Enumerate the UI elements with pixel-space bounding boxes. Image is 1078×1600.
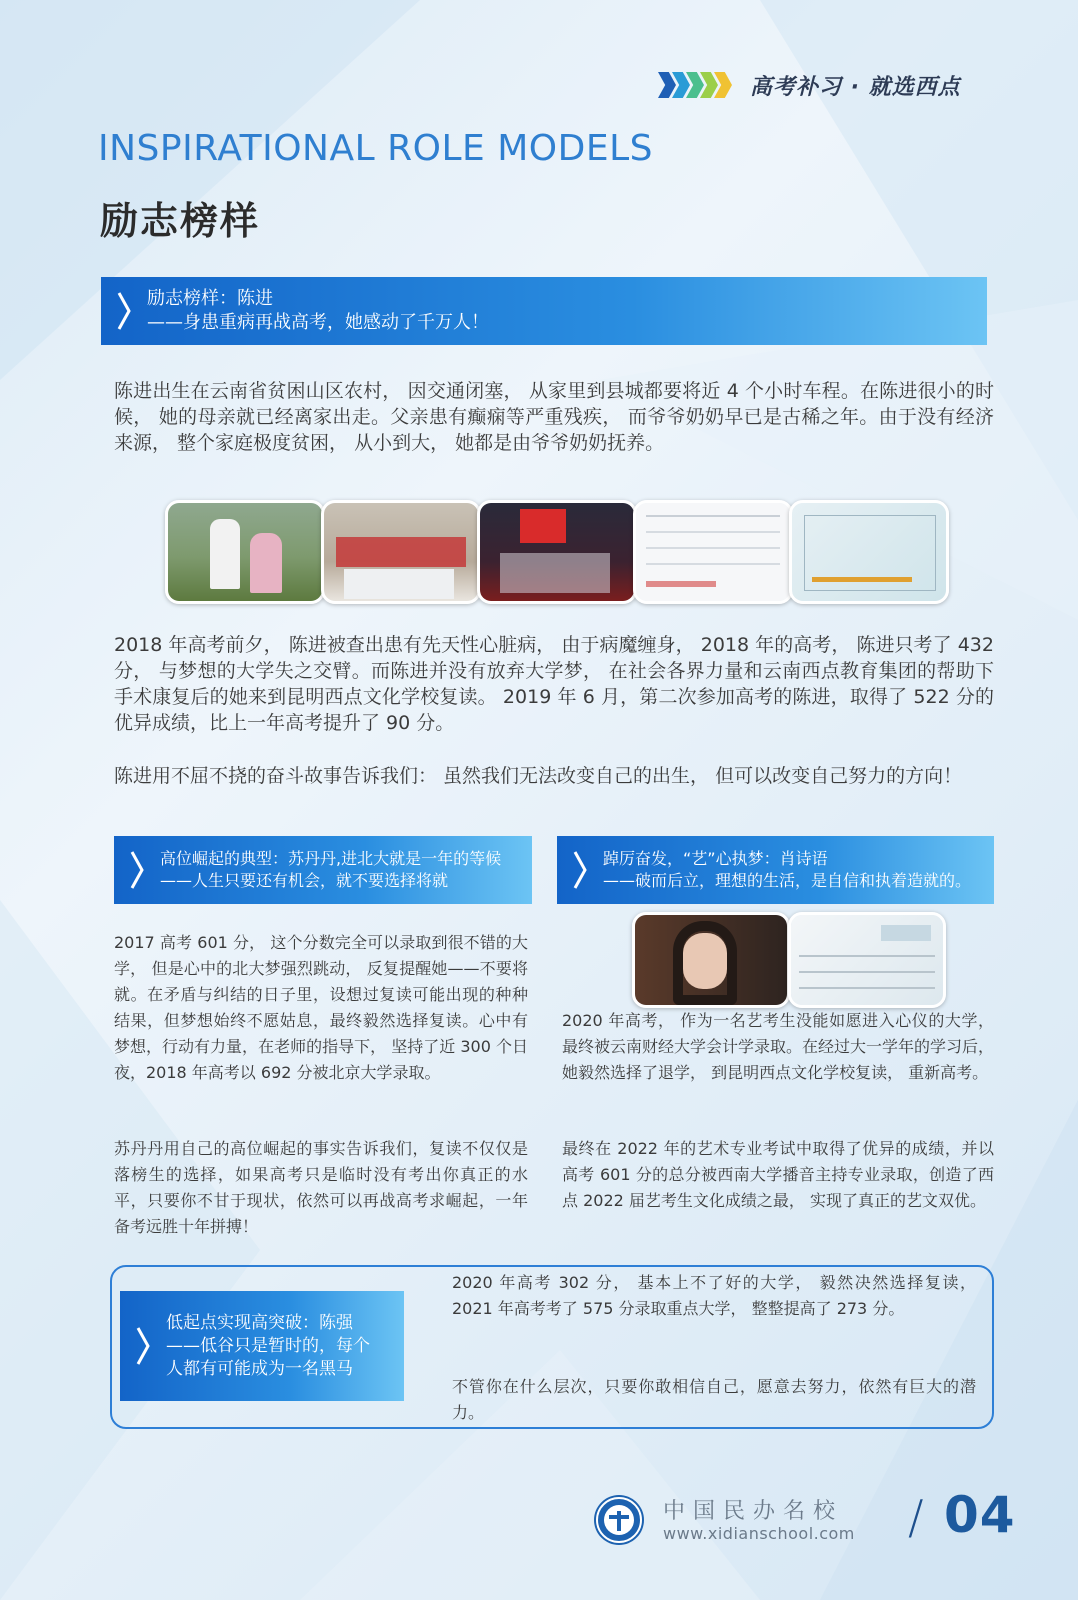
section-banner-xiaoshiyu <box>557 836 994 904</box>
chevron-right-icon <box>573 850 587 890</box>
footer-website: www.xidianschool.com <box>663 1524 855 1543</box>
story-paragraph: 陈进出生在云南省贫困山区农村， 因交通闭塞， 从家里到县城都要将近 4 个小时车程。在陈进很小的时候， 她的母亲就已经离家出走。父亲患有癫痫等严重残疾， 而爷爷奶奶早已是古稀之年。由于没有经济来源， 整个家庭极度贫困， 从小到大， 她都是由爷爷奶奶抚养。 <box>114 380 994 454</box>
page-number: 04 <box>944 1486 1016 1544</box>
story-conclusion: 不管你在什么层次，只要你敢相信自己，愿意去努力，依然有巨大的潜力。 <box>452 1377 976 1422</box>
banner-title: 低起点实现高突破：陈强 <box>166 1312 353 1333</box>
chevron-right-icon <box>136 1326 150 1366</box>
story-conclusion: 最终在 2022 年的艺术专业考试中取得了优异的成绩，并以高考 601 分的总分被西南大学播音主持专业录取，创造了西点 2022 届艺考生文化成绩之最， 实现了真正的艺文双优。 <box>562 1139 994 1210</box>
photo-hospital-visit <box>321 500 481 604</box>
photo-score-report <box>633 500 793 604</box>
chevron-right-icon <box>117 291 131 331</box>
story-conclusion: 苏丹丹用自己的高位崛起的事实告诉我们，复读不仅仅是落榜生的选择，如果高考只是临时没有考出你真正的水平，只要你不甘于现状，依然可以再战高考求崛起，一年备考远胜十年拼搏！ <box>114 1139 528 1236</box>
banner-title: 踔厉奋发，“艺”心执梦：肖诗语 <box>603 849 828 868</box>
photo-score-report <box>788 912 946 1008</box>
footer-org-name: 中国民办名校 <box>663 1499 844 1524</box>
section-banner-sudandan <box>114 836 532 904</box>
page-title-en: INSPIRATIONAL ROLE MODELS <box>98 128 653 169</box>
banner-subtitle: 人都有可能成为一名黑马 <box>166 1358 353 1379</box>
brand-slogan: 高考补习 · 就选西点 <box>750 74 961 100</box>
photo-admission-certificate <box>789 500 949 604</box>
photo-stage-award <box>477 500 637 604</box>
banner-title: 励志榜样：陈进 <box>147 288 273 309</box>
banner-subtitle: ——身患重病再战高考，她感动了千万人！ <box>147 312 489 333</box>
story-paragraph: 2018 年高考前夕， 陈进被查出患有先天性心脏病， 由于病魔缠身， 2018 年的高考， 陈进只考了 432 分， 与梦想的大学失之交臂。而陈进并没有放弃大学梦， 在社会各界力量和云南西点教育集团的帮助下手术康复后的她来到昆明西点文化学校复读。 2019 年 6 月，第二次参加高考的陈进，取得了 522 分的优异成绩，比上一年高考提升了 90 分。 <box>114 634 994 734</box>
chevron-right-icon <box>130 850 144 890</box>
school-logo-icon <box>594 1495 644 1545</box>
chevron-icon <box>658 72 676 98</box>
header-brand <box>658 70 961 100</box>
banner-subtitle: ——破而后立，理想的生活，是自信和执着造就的。 <box>603 871 972 890</box>
story-paragraph: 2020 年高考， 作为一名艺考生没能如愿进入心仪的大学， 最终被云南财经大学会计学录取。在经过大一学年的学习后， 她毅然选择了退学， 到昆明西点文化学校复读， 重新高考。 <box>562 1011 995 1082</box>
story-paragraph: 2017 高考 601 分， 这个分数完全可以录取到很不错的大学， 但是心中的北大梦强烈跳动， 反复提醒她——不要将就。在矛盾与纠结的日子里，设想过复读可能出现的种种结果，但梦想始终不愿姑息，最终毅然选择复读。心中有梦想，行动有力量，在老师的指导下， 坚持了近 300 个日夜，2018 年高考以 692 分被北京大学录取。 <box>114 933 528 1082</box>
photo-campus <box>165 500 325 604</box>
section-banner-chenqiang <box>120 1291 404 1401</box>
story-paragraph: 2020 年高考 302 分， 基本上不了好的大学， 毅然决然选择复读， 2021 年高考考了 575 分录取重点大学， 整整提高了 273 分。 <box>452 1273 976 1318</box>
banner-subtitle: ——低谷只是暂时的，每个 <box>166 1335 370 1356</box>
banner-title: 高位崛起的典型：苏丹丹,进北大就是一年的等候 <box>160 849 502 868</box>
page-title-cn: 励志榜样 <box>100 199 261 243</box>
story-conclusion: 陈进用不屈不挠的奋斗故事告诉我们： 虽然我们无法改变自己的出生， 但可以改变自己努力的方向！ <box>114 765 963 787</box>
photo-student-portrait <box>632 912 790 1008</box>
footer-divider: / <box>908 1490 924 1544</box>
banner-subtitle: ——人生只要还有机会，就不要选择将就 <box>160 871 449 890</box>
section-banner-chenjin <box>101 277 987 345</box>
